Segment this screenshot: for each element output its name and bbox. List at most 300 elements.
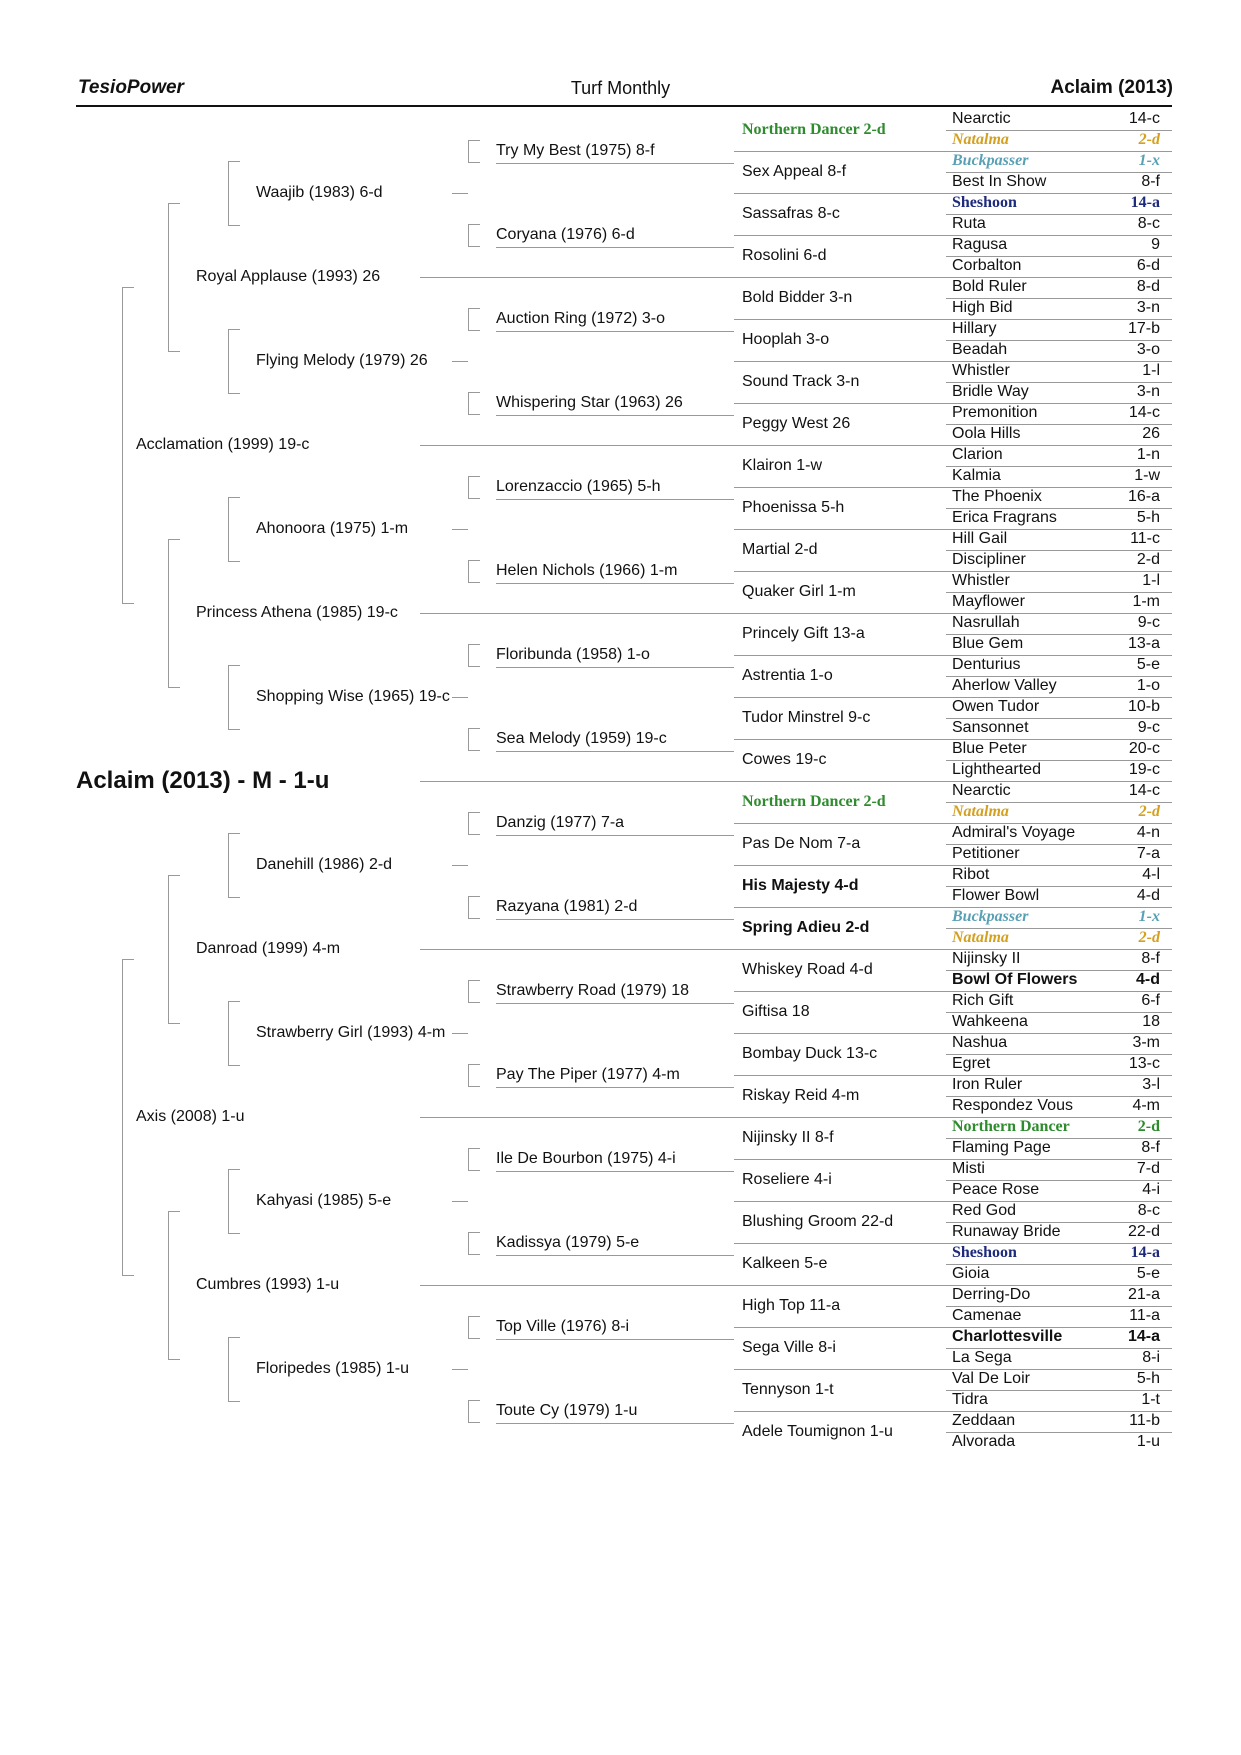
gen3-ancestor: Strawberry Girl (1993) 4-m	[256, 1024, 446, 1041]
gen6-family: 4-l	[1142, 866, 1160, 883]
gen3-ancestor: Floripedes (1985) 1-u	[256, 1360, 409, 1377]
gen5-connector	[496, 415, 734, 416]
gen6-family: 20-c	[1128, 740, 1160, 757]
pedigree-bracket-tick	[228, 1001, 240, 1002]
gen5-ancestor: Blushing Groom 22-d	[742, 1213, 894, 1230]
gen5-ancestor: Astrentia 1-o	[742, 667, 833, 684]
pedigree-bracket	[468, 1316, 469, 1338]
pedigree-bracket	[168, 1211, 169, 1359]
gen6-ancestor-row	[952, 1306, 1160, 1326]
gen6-name: Best In Show	[952, 173, 1047, 190]
pedigree-bracket-tick	[168, 687, 180, 688]
gen6-ancestor-row	[952, 256, 1160, 276]
gen4-ancestor: Lorenzaccio (1965) 5-h	[496, 478, 661, 495]
gen6-name: Rich Gift	[952, 992, 1014, 1009]
gen6-ancestor-row	[952, 235, 1160, 255]
pedigree-bracket-tick	[468, 498, 480, 499]
gen6-family: 22-d	[1127, 1223, 1160, 1240]
gen6-family: 6-f	[1141, 992, 1160, 1009]
gen6-ancestor-row	[952, 445, 1160, 465]
gen6-ancestor-row	[952, 865, 1160, 885]
gen6-ancestor-row	[952, 151, 1160, 171]
gen6-name: Discipliner	[952, 551, 1026, 568]
pedigree-bracket-tick	[228, 1233, 240, 1234]
gen6-family: 8-c	[1137, 1202, 1160, 1219]
pedigree-bracket-tick	[228, 161, 240, 162]
gen6-name: Petitioner	[952, 845, 1020, 862]
pedigree-bracket-tick	[468, 750, 480, 751]
gen5-ancestor: Quaker Girl 1-m	[742, 583, 856, 600]
gen6-name: Lighthearted	[952, 761, 1041, 778]
gen6-name: Tidra	[952, 1391, 988, 1408]
pedigree-bracket-tick	[228, 897, 240, 898]
gen6-name: Misti	[952, 1160, 985, 1177]
gen5-ancestor: Whiskey Road 4-d	[742, 961, 873, 978]
gen6-family: 3-l	[1142, 1076, 1160, 1093]
pedigree-bracket-tick	[228, 729, 240, 730]
gen6-ancestor-row	[952, 1264, 1160, 1284]
gen6-name: Whistler	[952, 362, 1010, 379]
pedigree-bracket-tick	[468, 1170, 480, 1171]
gen6-name: Respondez Vous	[952, 1097, 1073, 1114]
gen6-name: Blue Peter	[952, 740, 1027, 757]
gen6-ancestor-row	[952, 718, 1160, 738]
pedigree-bracket	[168, 203, 169, 351]
gen6-ancestor-row	[952, 739, 1160, 759]
gen5-connector	[496, 1255, 734, 1256]
gen6-family: 14-c	[1128, 782, 1160, 799]
gen2-ancestor: Danroad (1999) 4-m	[196, 940, 341, 957]
gen6-name: Natalma	[952, 131, 1009, 148]
gen6-family: 9	[1151, 236, 1160, 253]
pedigree-bracket	[168, 539, 169, 687]
gen3-ancestor: Ahonoora (1975) 1-m	[256, 520, 409, 537]
gen6-name: Kalmia	[952, 467, 1001, 484]
pedigree-bracket-tick	[468, 1338, 480, 1339]
gen6-ancestor-row	[952, 1180, 1160, 1200]
gen5-ancestor: Sex Appeal 8-f	[742, 163, 847, 180]
gen6-family: 2-d	[1137, 1118, 1160, 1135]
gen5-connector	[496, 1339, 734, 1340]
gen6-ancestor-row	[952, 1159, 1160, 1179]
gen6-name: Nijinsky II	[952, 950, 1021, 967]
gen6-name: Bridle Way	[952, 383, 1029, 400]
pedigree-bracket	[122, 287, 123, 603]
gen6-ancestor-row	[952, 340, 1160, 360]
gen6-family: 5-h	[1136, 1370, 1160, 1387]
gen6-name: Blue Gem	[952, 635, 1024, 652]
gen5-ancestor: Northern Dancer 2-d	[742, 121, 886, 138]
gen6-family: 16-a	[1127, 488, 1160, 505]
pedigree-bracket-tick	[228, 329, 240, 330]
pedigree-bracket-tick	[228, 1401, 240, 1402]
pedigree-bracket-tick	[468, 1232, 480, 1233]
generation-connector	[420, 781, 734, 782]
gen2-ancestor: Cumbres (1993) 1-u	[196, 1276, 340, 1293]
gen6-family: 8-f	[1141, 173, 1160, 190]
gen3-stub	[452, 697, 468, 698]
pedigree-bracket	[228, 497, 229, 561]
pedigree-bracket	[228, 833, 229, 897]
gen6-ancestor-row	[952, 907, 1160, 927]
gen6-family: 5-h	[1136, 509, 1160, 526]
gen6-ancestor-row	[952, 1243, 1160, 1263]
pedigree-bracket-tick	[468, 980, 480, 981]
gen6-name: Flower Bowl	[952, 887, 1040, 904]
pedigree-bracket	[468, 476, 469, 498]
gen5-connector	[496, 583, 734, 584]
gen6-ancestor-row	[952, 1033, 1160, 1053]
gen6-ancestor-row	[952, 487, 1160, 507]
gen6-name: Buckpasser	[952, 152, 1029, 169]
gen6-name: Nasrullah	[952, 614, 1020, 631]
gen5-ancestor: Sassafras 8-c	[742, 205, 840, 222]
pedigree-bracket-tick	[468, 812, 480, 813]
gen4-ancestor: Ile De Bourbon (1975) 4-i	[496, 1150, 676, 1167]
pedigree-bracket-tick	[122, 287, 134, 288]
pedigree-bracket-tick	[122, 1275, 134, 1276]
gen6-ancestor-row	[952, 109, 1160, 129]
gen6-ancestor-row	[952, 1348, 1160, 1368]
gen6-ancestor-row	[952, 844, 1160, 864]
gen6-name: Bowl Of Flowers	[952, 971, 1078, 988]
gen6-family: 1-x	[1138, 908, 1160, 925]
gen6-ancestor-row	[952, 361, 1160, 381]
pedigree-bracket-tick	[468, 140, 480, 141]
gen6-name: Natalma	[952, 929, 1009, 946]
gen5-ancestor: Giftisa 18	[742, 1003, 810, 1020]
gen6-ancestor-row	[952, 928, 1160, 948]
gen6-ancestor-row	[952, 970, 1160, 990]
gen5-ancestor: Riskay Reid 4-m	[742, 1087, 860, 1104]
gen6-ancestor-row	[952, 1138, 1160, 1158]
gen6-family: 14-a	[1127, 1328, 1160, 1345]
gen6-ancestor-row	[952, 1390, 1160, 1410]
pedigree-bracket	[468, 140, 469, 162]
gen6-family: 1-w	[1134, 467, 1160, 484]
gen6-ancestor-row	[952, 529, 1160, 549]
gen6-name: Bold Ruler	[952, 278, 1027, 295]
gen6-name: Whistler	[952, 572, 1010, 589]
gen6-ancestor-row	[952, 991, 1160, 1011]
pedigree-bracket-tick	[228, 833, 240, 834]
gen6-family: 7-d	[1136, 1160, 1160, 1177]
gen3-ancestor: Kahyasi (1985) 5-e	[256, 1192, 392, 1209]
header-rule	[76, 105, 1172, 107]
subject-horse: Aclaim (2013) - M - 1-u	[76, 767, 330, 794]
pedigree-bracket-tick	[228, 665, 240, 666]
pedigree-bracket-tick	[168, 351, 180, 352]
gen6-name: Red God	[952, 1202, 1017, 1219]
gen6-family: 13-a	[1127, 635, 1160, 652]
gen6-name: Erica Fragrans	[952, 509, 1057, 526]
gen6-family: 8-i	[1142, 1349, 1160, 1366]
gen6-name: Northern Dancer	[952, 1118, 1070, 1135]
gen6-ancestor-row	[952, 1222, 1160, 1242]
gen6-name: Nearctic	[952, 782, 1011, 799]
gen5-ancestor: Sound Track 3-n	[742, 373, 860, 390]
gen6-family: 19-c	[1128, 761, 1160, 778]
pedigree-bracket-tick	[468, 162, 480, 163]
pedigree-bracket	[468, 728, 469, 750]
gen6-name: Nashua	[952, 1034, 1008, 1051]
pedigree-bracket	[228, 329, 229, 393]
gen4-ancestor: Try My Best (1975) 8-f	[496, 142, 655, 159]
gen5-ancestor: Klairon 1-w	[742, 457, 823, 474]
gen5-ancestor: Bold Bidder 3-n	[742, 289, 853, 306]
pedigree-bracket-tick	[468, 1254, 480, 1255]
gen5-ancestor: Princely Gift 13-a	[742, 625, 865, 642]
gen5-ancestor: Roseliere 4-i	[742, 1171, 832, 1188]
pedigree-bracket	[122, 959, 123, 1275]
pedigree-bracket-tick	[468, 246, 480, 247]
gen6-name: Nearctic	[952, 110, 1011, 127]
pedigree-bracket-tick	[468, 896, 480, 897]
pedigree-bracket-tick	[468, 918, 480, 919]
gen6-family: 8-d	[1136, 278, 1160, 295]
gen4-ancestor: Coryana (1976) 6-d	[496, 226, 635, 243]
gen5-ancestor: High Top 11-a	[742, 1297, 841, 1314]
gen6-ancestor-row	[952, 214, 1160, 234]
gen6-family: 4-i	[1142, 1181, 1160, 1198]
pedigree-bracket-tick	[228, 497, 240, 498]
gen6-name: Mayflower	[952, 593, 1025, 610]
pedigree-bracket-tick	[122, 959, 134, 960]
gen6-ancestor-row	[952, 760, 1160, 780]
gen6-family: 1-l	[1142, 572, 1160, 589]
gen6-family: 4-m	[1132, 1097, 1160, 1114]
gen6-ancestor-row	[952, 1285, 1160, 1305]
gen4-ancestor: Whispering Star (1963) 26	[496, 394, 683, 411]
gen5-connector	[496, 1171, 734, 1172]
gen6-family: 13-c	[1128, 1055, 1160, 1072]
gen6-ancestor-row	[952, 886, 1160, 906]
gen6-name: Sheshoon	[952, 194, 1017, 211]
pedigree-bracket	[468, 392, 469, 414]
pedigree-bracket-tick	[468, 728, 480, 729]
pedigree-bracket-tick	[468, 666, 480, 667]
gen3-ancestor: Waajib (1983) 6-d	[256, 184, 383, 201]
gen4-ancestor: Floribunda (1958) 1-o	[496, 646, 650, 663]
gen6-ancestor-row	[952, 1054, 1160, 1074]
gen5-ancestor: Northern Dancer 2-d	[742, 793, 886, 810]
gen3-stub	[452, 1201, 468, 1202]
generation-connector	[420, 949, 734, 950]
gen4-ancestor: Razyana (1981) 2-d	[496, 898, 638, 915]
gen6-ancestor-row	[952, 1327, 1160, 1347]
gen6-name: Buckpasser	[952, 908, 1029, 925]
gen6-family: 9-c	[1137, 614, 1160, 631]
gen5-ancestor: Kalkeen 5-e	[742, 1255, 828, 1272]
gen6-family: 26	[1142, 425, 1160, 442]
gen3-ancestor: Flying Melody (1979) 26	[256, 352, 428, 369]
gen6-family: 4-d	[1136, 971, 1160, 988]
gen6-family: 1-t	[1141, 1391, 1160, 1408]
pedigree-bracket-tick	[168, 875, 180, 876]
pedigree-bracket-tick	[468, 476, 480, 477]
pedigree-bracket-tick	[168, 539, 180, 540]
gen6-family: 14-a	[1130, 1244, 1160, 1261]
gen6-ancestor-row	[952, 592, 1160, 612]
gen6-family: 1-n	[1136, 446, 1160, 463]
gen5-ancestor: Cowes 19-c	[742, 751, 827, 768]
gen6-name: Ruta	[952, 215, 986, 232]
gen5-ancestor: Tennyson 1-t	[742, 1381, 834, 1398]
gen6-ancestor-row	[952, 1201, 1160, 1221]
gen3-stub	[452, 1033, 468, 1034]
gen6-family: 8-f	[1141, 950, 1160, 967]
gen4-ancestor: Kadissya (1979) 5-e	[496, 1234, 640, 1251]
gen6-name: Zeddaan	[952, 1412, 1016, 1429]
gen6-family: 2-d	[1138, 803, 1160, 820]
gen6-name: Aherlow Valley	[952, 677, 1057, 694]
gen1-sire-dam: Axis (2008) 1-u	[136, 1108, 245, 1125]
pedigree-bracket-tick	[228, 1169, 240, 1170]
gen4-ancestor: Top Ville (1976) 8-i	[496, 1318, 630, 1335]
pedigree-bracket-tick	[468, 308, 480, 309]
pedigree-bracket-tick	[468, 1400, 480, 1401]
gen6-ancestor-row	[952, 1012, 1160, 1032]
pedigree-bracket-tick	[468, 560, 480, 561]
gen5-ancestor: Spring Adieu 2-d	[742, 919, 870, 936]
pedigree-bracket-tick	[468, 1316, 480, 1317]
gen6-ancestor-row	[952, 634, 1160, 654]
pedigree-bracket-tick	[468, 224, 480, 225]
publication-title: Turf Monthly	[570, 78, 671, 98]
gen6-family: 11-a	[1129, 1307, 1160, 1324]
gen4-ancestor: Auction Ring (1972) 3-o	[496, 310, 665, 327]
gen6-ancestor-row	[952, 130, 1160, 150]
gen6-family: 1-m	[1132, 593, 1160, 610]
gen6-family: 3-m	[1132, 1034, 1160, 1051]
pedigree-bracket	[228, 665, 229, 729]
gen6-family: 14-c	[1128, 110, 1160, 127]
gen6-family: 10-b	[1127, 698, 1160, 715]
gen5-ancestor: Pas De Nom 7-a	[742, 835, 861, 852]
gen5-ancestor: Rosolini 6-d	[742, 247, 827, 264]
gen6-name: Corbalton	[952, 257, 1022, 274]
gen6-ancestor-row	[952, 298, 1160, 318]
gen6-ancestor-row	[952, 1096, 1160, 1116]
gen6-name: Beadah	[952, 341, 1008, 358]
pedigree-bracket	[468, 1064, 469, 1086]
gen2-ancestor: Princess Athena (1985) 19-c	[196, 604, 398, 621]
gen6-name: Owen Tudor	[952, 698, 1040, 715]
gen6-ancestor-row	[952, 697, 1160, 717]
gen6-ancestor-row	[952, 613, 1160, 633]
gen6-family: 18	[1142, 1013, 1160, 1030]
pedigree-bracket-tick	[468, 834, 480, 835]
gen3-ancestor: Danehill (1986) 2-d	[256, 856, 393, 873]
gen6-family: 1-x	[1138, 152, 1160, 169]
gen6-ancestor-row	[952, 508, 1160, 528]
gen3-stub	[452, 1369, 468, 1370]
gen6-ancestor-row	[952, 1117, 1160, 1137]
pedigree-bracket	[468, 1148, 469, 1170]
gen6-ancestor-row	[952, 802, 1160, 822]
gen6-name: Runaway Bride	[952, 1223, 1061, 1240]
gen6-name: Iron Ruler	[952, 1076, 1023, 1093]
gen6-ancestor-row	[952, 655, 1160, 675]
pedigree-bracket	[228, 1169, 229, 1233]
gen6-name: Clarion	[952, 446, 1003, 463]
pedigree-bracket-tick	[228, 561, 240, 562]
pedigree-bracket-tick	[468, 1002, 480, 1003]
gen6-ancestor-row	[952, 550, 1160, 570]
gen6-ancestor-row	[952, 571, 1160, 591]
gen5-connector	[496, 919, 734, 920]
gen5-connector	[496, 247, 734, 248]
gen5-ancestor: Hooplah 3-o	[742, 331, 830, 348]
pedigree-bracket	[468, 980, 469, 1002]
gen6-family: 9-c	[1137, 719, 1160, 736]
pedigree-bracket-tick	[468, 582, 480, 583]
pedigree-bracket-tick	[228, 1337, 240, 1338]
pedigree-bracket-tick	[468, 330, 480, 331]
gen6-ancestor-row	[952, 277, 1160, 297]
generation-connector	[420, 277, 734, 278]
gen6-name: Flaming Page	[952, 1139, 1051, 1156]
gen6-name: Egret	[952, 1055, 991, 1072]
gen6-ancestor-row	[952, 1432, 1160, 1452]
pedigree-bracket	[468, 644, 469, 666]
gen6-name: Sheshoon	[952, 1244, 1017, 1261]
gen6-family: 14-c	[1128, 404, 1160, 421]
gen5-connector	[496, 331, 734, 332]
gen6-ancestor-row	[952, 781, 1160, 801]
pedigree-bracket-tick	[168, 203, 180, 204]
gen6-name: The Phoenix	[952, 488, 1042, 505]
pedigree-bracket	[228, 1337, 229, 1401]
gen4-ancestor: Danzig (1977) 7-a	[496, 814, 625, 831]
pedigree-bracket-tick	[468, 1086, 480, 1087]
gen6-ancestor-row	[952, 1369, 1160, 1389]
gen6-ancestor-row	[952, 382, 1160, 402]
pedigree-bracket-tick	[228, 225, 240, 226]
gen6-family: 21-a	[1127, 1286, 1160, 1303]
gen6-name: Premonition	[952, 404, 1038, 421]
gen6-name: Oola Hills	[952, 425, 1021, 442]
generation-connector	[420, 613, 734, 614]
gen5-connector	[496, 163, 734, 164]
gen6-family: 2-d	[1138, 131, 1160, 148]
pedigree-bracket-tick	[468, 1422, 480, 1423]
gen6-family: 14-a	[1130, 194, 1160, 211]
gen6-ancestor-row	[952, 319, 1160, 339]
gen5-connector	[496, 1423, 734, 1424]
pedigree-bracket	[168, 875, 169, 1023]
gen6-name: Charlottesville	[952, 1328, 1063, 1345]
pedigree-bracket-tick	[468, 1064, 480, 1065]
gen6-name: Gioia	[952, 1265, 990, 1282]
gen6-ancestor-row	[952, 823, 1160, 843]
gen1-sire-dam: Acclamation (1999) 19-c	[136, 436, 310, 453]
gen6-name: Admiral's Voyage	[952, 824, 1076, 841]
gen5-connector	[496, 835, 734, 836]
gen6-name: Hillary	[952, 320, 997, 337]
generation-connector	[420, 445, 734, 446]
pedigree-bracket-tick	[228, 1065, 240, 1066]
gen6-name: Ragusa	[952, 236, 1008, 253]
gen6-ancestor-row	[952, 466, 1160, 486]
gen5-connector	[496, 1003, 734, 1004]
gen6-family: 5-e	[1136, 656, 1160, 673]
pedigree-bracket	[468, 1400, 469, 1422]
gen6-family: 2-d	[1138, 929, 1160, 946]
gen6-ancestor-row	[952, 676, 1160, 696]
gen6-name: Wahkeena	[952, 1013, 1028, 1030]
gen6-name: Sansonnet	[952, 719, 1029, 736]
